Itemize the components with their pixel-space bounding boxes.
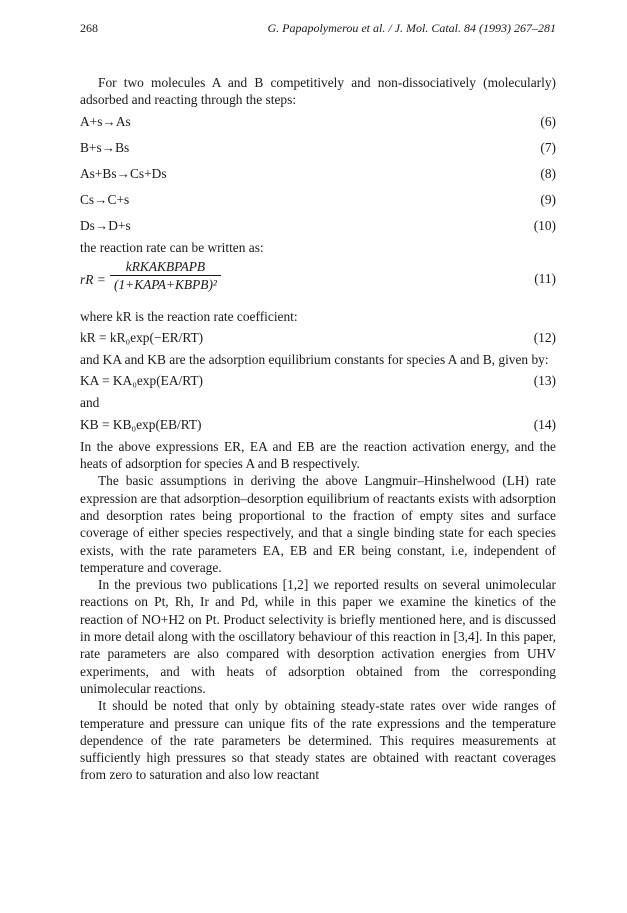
equation-7 (80, 135, 556, 161)
paragraph-steady-state: It should be noted that only by obtaining steady-state rates over wide ranges of temperature and pressure can unique fits of the rate expressions and the temperature dependence of the rate parameters be determined. This requires measurements at sufficiently high pressures so that steady states are obtained with reactant coverages from zero to saturation and also low reactant (80, 698, 556, 783)
equation-14 (80, 412, 556, 438)
equation-10-expr: Ds→D+s (80, 217, 131, 233)
body-text (80, 74, 556, 784)
paragraph-previous-publications: In the previous two publications [1,2] we reported results on several unimolecular reactions on Pt, Rh, Ir and Pd, while in this paper we examine the kinetics of the reaction of NO+H2 on Pt. Product selectivity is briefly mentioned here, and is discussed in more detail along with the oscillatory behaviour of this reaction in [3,4]. In this paper, rate parameters are also compared with desorption activation energies from UHV experiments, and with heats of adsorption obtained from the corresponding unimolecular reactions. (80, 577, 556, 696)
equation-9 (80, 187, 556, 213)
equation-7-expr: B+s→Bs (80, 139, 130, 155)
equation-7-number: (7) (540, 139, 556, 155)
equation-13-number: (13) (533, 373, 556, 389)
equation-13 (80, 368, 556, 394)
equation-12-expr: kR = kR₀exp(−ER/RT) (80, 330, 204, 346)
ka-intro: and KA and KB are the adsorption equilibrium constants for species A and B, given by: (80, 352, 549, 368)
equation-8-expr: As+Bs→Cs+Ds (80, 165, 167, 181)
equation-14-number: (14) (533, 416, 556, 432)
fraction-denominator: (1+KAPA+KBPB)² (114, 277, 217, 293)
equation-11-lhs: rR = (80, 271, 106, 287)
equation-11-number: (11) (534, 270, 556, 286)
equation-10-number: (10) (533, 217, 556, 233)
equation-12 (80, 325, 556, 351)
equation-8 (80, 161, 556, 187)
fraction-numerator: kRKAKBPAPB (110, 258, 221, 276)
rate-intro: the reaction rate can be written as: (80, 239, 264, 255)
equation-9-number: (9) (540, 191, 556, 207)
paragraph-expressions: In the above expressions ER, EA and EB are the reaction activation energy, and the heats of adsorption for species A and B respectively. (80, 438, 556, 472)
kr-intro: where kR is the reaction rate coefficient: (80, 308, 298, 324)
page-header (80, 20, 556, 38)
equation-6 (80, 109, 556, 135)
equation-12-number: (12) (533, 330, 556, 346)
paragraph-assumptions: The basic assumptions in deriving the above Langmuir–Hinshelwood (LH) rate expression are that adsorption–desorption equilibrium of reactants exists with adsorption and desorption rates being proportional to the fraction of empty sites and surface coverage of either species respectively, and that a single binding state for each species exists, with the rate parameters EA, EB and ER being constant, i.e, independent of temperature and coverage. (80, 473, 556, 575)
intro-paragraph: For two molecules A and B competitively and non-dissociatively (molecularly) adsorbed and reacting through the steps: (80, 75, 556, 108)
rate-fraction (110, 258, 221, 294)
equation-11 (80, 258, 556, 302)
equation-13-expr: KA = KA₀exp(EA/RT) (80, 373, 203, 389)
equation-8-number: (8) (540, 165, 556, 181)
and-word: and (80, 395, 100, 411)
equation-9-expr: Cs→C+s (80, 191, 130, 207)
equation-6-expr: A+s→As (80, 113, 131, 129)
equation-14-expr: KB = KB₀exp(EB/RT) (80, 416, 202, 432)
equation-6-number: (6) (540, 113, 556, 129)
equation-10 (80, 213, 556, 239)
running-title: G. Papapolymerou et al. / J. Mol. Catal. 84 (1993) 267–281 (267, 21, 556, 35)
page-number: 268 (80, 21, 98, 35)
